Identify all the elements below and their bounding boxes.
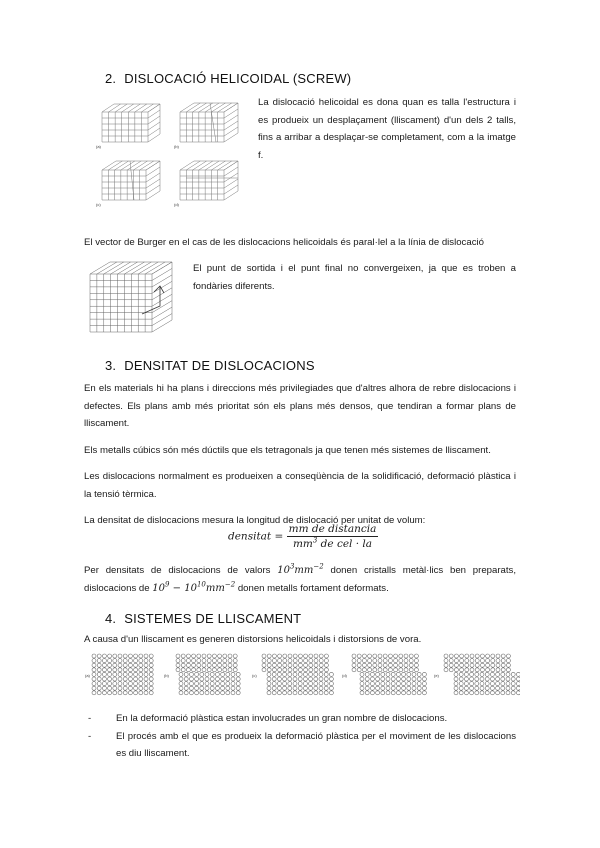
formula-denominator: $mm^3$ de cel · la <box>292 536 373 550</box>
burger-vector-figure <box>84 258 188 340</box>
section-number: 2. <box>105 71 117 86</box>
density-paragraph-2: Els metalls cúbics són més dúctils que els tetragonals ja que tenen més sistemes de lliscament. <box>84 444 491 456</box>
density-paragraph-4: La densitat de dislocacions mesura la longitud de dislocació per unitat de volum: <box>84 515 426 526</box>
formula-lhs: densitat = <box>228 530 284 543</box>
figure-label-a: (a) <box>96 144 101 149</box>
density-paragraph-1: En els materials hi ha plans i direccions més privilegiades que d'altres alhora de rebre dislocacions i defectes. Els plans amb més prioritat són els plans més densos, que tendiran a formar plans de lliscament. <box>84 383 516 429</box>
section-heading-screw <box>105 71 351 86</box>
figure-label-d: (d) <box>174 202 179 207</box>
section-title: SISTEMES DE LLISCAMENT <box>124 611 302 626</box>
section-number: 3. <box>105 358 117 373</box>
slip-label-c: (c) <box>252 673 257 678</box>
section-heading-slip-systems <box>105 611 301 626</box>
slip-label-a: (a) <box>85 673 90 678</box>
formula-numerator: mm de distancia <box>288 523 377 535</box>
slip-intro-text: A causa d'un lliscament es generen distorsions helicoidals i distorsions de vora. <box>84 634 422 645</box>
slip-bullet-list <box>84 710 516 763</box>
slip-sequence-figure <box>84 652 520 700</box>
section-title: DENSITAT DE DISLOCACIONS <box>124 358 315 373</box>
figure-label-c: (c) <box>96 202 101 207</box>
exit-point-text: El punt de sortida i el punt final no convergeixen, ja que es troben a fondàries diferents. <box>193 263 516 292</box>
figure-label-b: (b) <box>174 144 179 149</box>
slip-label-d: (d) <box>342 673 347 678</box>
section-number: 4. <box>105 611 117 626</box>
formula-fraction <box>287 523 379 550</box>
screw-description: La dislocació helicoidal es dona quan es talla l'estructura i es produeix un desplaçament (lliscament) d'un dels 2 talls, fins a arribar a desplaçar-se completament, com a la imatge f. <box>258 97 516 161</box>
density-paragraph-3: Les dislocacions normalment es produeixen a conseqüència de la solidificació, deformació plàstica i la tensió tèrmica. <box>84 471 516 500</box>
slip-label-b: (b) <box>164 673 169 678</box>
section-title: DISLOCACIÓ HELICOIDAL (SCREW) <box>124 71 352 86</box>
density-values-text: Per densitats de dislocacions de valors $10^3mm^{-2}$ donen cristalls metàl·lics ben preparats, dislocacions de $10^9 - 10^{10}mm^{-2}$ donen metalls fortament deformats. <box>84 562 517 594</box>
burger-vector-text: El vector de Burger en el cas de les dislocacions helicoidals és paral·lel a la línia de dislocació <box>84 237 484 248</box>
slip-label-e: (e) <box>434 673 439 678</box>
list-item: - El procés amb el que es produeix la deformació plàstica per el moviment de les dislocacions es diu lliscament. <box>88 730 516 759</box>
section-heading-density <box>105 358 315 373</box>
density-formula <box>228 523 388 550</box>
screw-dislocation-figure <box>90 92 250 212</box>
list-item: - En la deformació plàstica estan involucrades un gran nombre de dislocacions. <box>88 713 448 724</box>
